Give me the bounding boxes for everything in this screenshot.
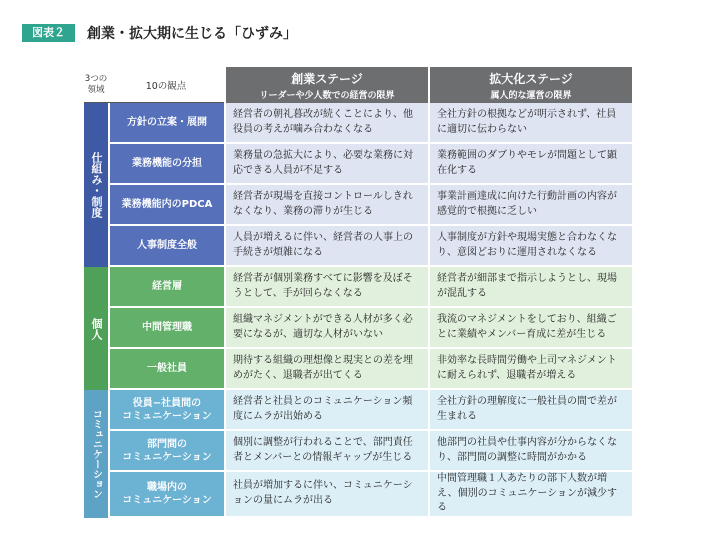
view-label: 役員−社員間の コミュニケーション [108,390,224,431]
expansion-cell: 全社方針の理解度に一般社員の間で差が生まれる [428,390,632,431]
col-header-expansion-stage [428,67,632,103]
startup-cell: 経営者の朝礼暮改が続くことにより、他役員の考えが噛み合わなくなる [224,103,428,144]
table-row [84,472,632,518]
group-label: 個人 [84,267,108,390]
table-row [84,390,632,431]
startup-cell: 人員が増えるに伴い、経営者の人事上の手続きが煩雑になる [224,226,428,267]
group-label: 仕組み・制度 [84,103,108,267]
stage-sub: 属人的な運営の限界 [490,90,572,101]
expansion-cell: 他部門の社員や仕事内容が分からなくなり、部門間の調整に時間がかかる [428,431,632,472]
stage-name: 創業ステージ [291,71,363,86]
startup-cell: 個別に調整が行われることで、部門責任者とメンバーとの情報ギャップが生じる [224,431,428,472]
expansion-cell: 人事制度が方針や現場実態と合わなくなり、意図どおりに運用されなくなる [428,226,632,267]
view-label: 職場内の コミュニケーション [108,472,224,518]
table-row [84,431,632,472]
figure-title: 創業・拡大期に生じる「ひずみ」 [87,26,297,42]
view-label: 一般社員 [108,349,224,390]
view-label: 部門間の コミュニケーション [108,431,224,472]
view-label: 人事制度全般 [108,226,224,267]
col-header-startup-stage [224,67,428,103]
startup-cell: 経営者が個別業務すべてに影響を及ぼそうとして、手が回らなくなる [224,267,428,308]
stage-sub: リーダーや少人数での経営の限界 [259,90,395,101]
expansion-cell: 全社方針の根拠などが明示されず、社員に適切に伝わらない [428,103,632,144]
col-header-areas: 3つの 領域 [84,67,108,103]
expansion-cell: 非効率な長時間労働や上司マネジメントに耐えられず、退職者が増える [428,349,632,390]
startup-cell: 社員が増加するに伴い、コミュニケーションの量にムラが出る [224,472,428,518]
group-label: コミュニケーション [84,390,108,518]
table-row [84,308,632,349]
table-row [84,185,632,226]
stage-name: 拡大化ステージ [489,71,573,86]
expansion-cell: 経営者が細部まで指示しようとし、現場が混乱する [428,267,632,308]
expansion-cell: 事業計画達成に向けた行動計画の内容が感覚的で根拠に乏しい [428,185,632,226]
table-row [84,103,632,144]
table-row [84,349,632,390]
view-label: 中間管理職 [108,308,224,349]
distortion-table [84,67,632,518]
startup-cell: 経営者が現場を直接コントロールしきれなくなり、業務の滞りが生じる [224,185,428,226]
view-label: 業務機能内のPDCA [108,185,224,226]
startup-cell: 期待する組織の理想像と現実との差を埋めがたく、退職者が出てくる [224,349,428,390]
startup-cell: 経営者と社員とのコミュニケーション頻度にムラが出始める [224,390,428,431]
view-label: 経営層 [108,267,224,308]
view-label: 業務機能の分担 [108,144,224,185]
expansion-cell: 業務範囲のダブりやモレが問題として顕在化する [428,144,632,185]
expansion-cell: 我流のマネジメントをしており、組織ごとに業績やメンバー育成に差が生じる [428,308,632,349]
table-row [84,267,632,308]
view-label: 方針の立案・展開 [108,103,224,144]
col-header-views: 10の観点 [108,67,224,103]
table-row [84,144,632,185]
expansion-cell: 中間管理職１人あたりの部下人数が増え、個別のコミュニケーションが減少する [428,472,632,518]
figure-header [22,22,297,44]
table-row [84,226,632,267]
startup-cell: 組織マネジメントができる人材が多く必要になるが、適切な人材がいない [224,308,428,349]
figure-badge: 図表２ [22,24,75,42]
startup-cell: 業務量の急拡大により、必要な業務に対応できる人員が不足する [224,144,428,185]
